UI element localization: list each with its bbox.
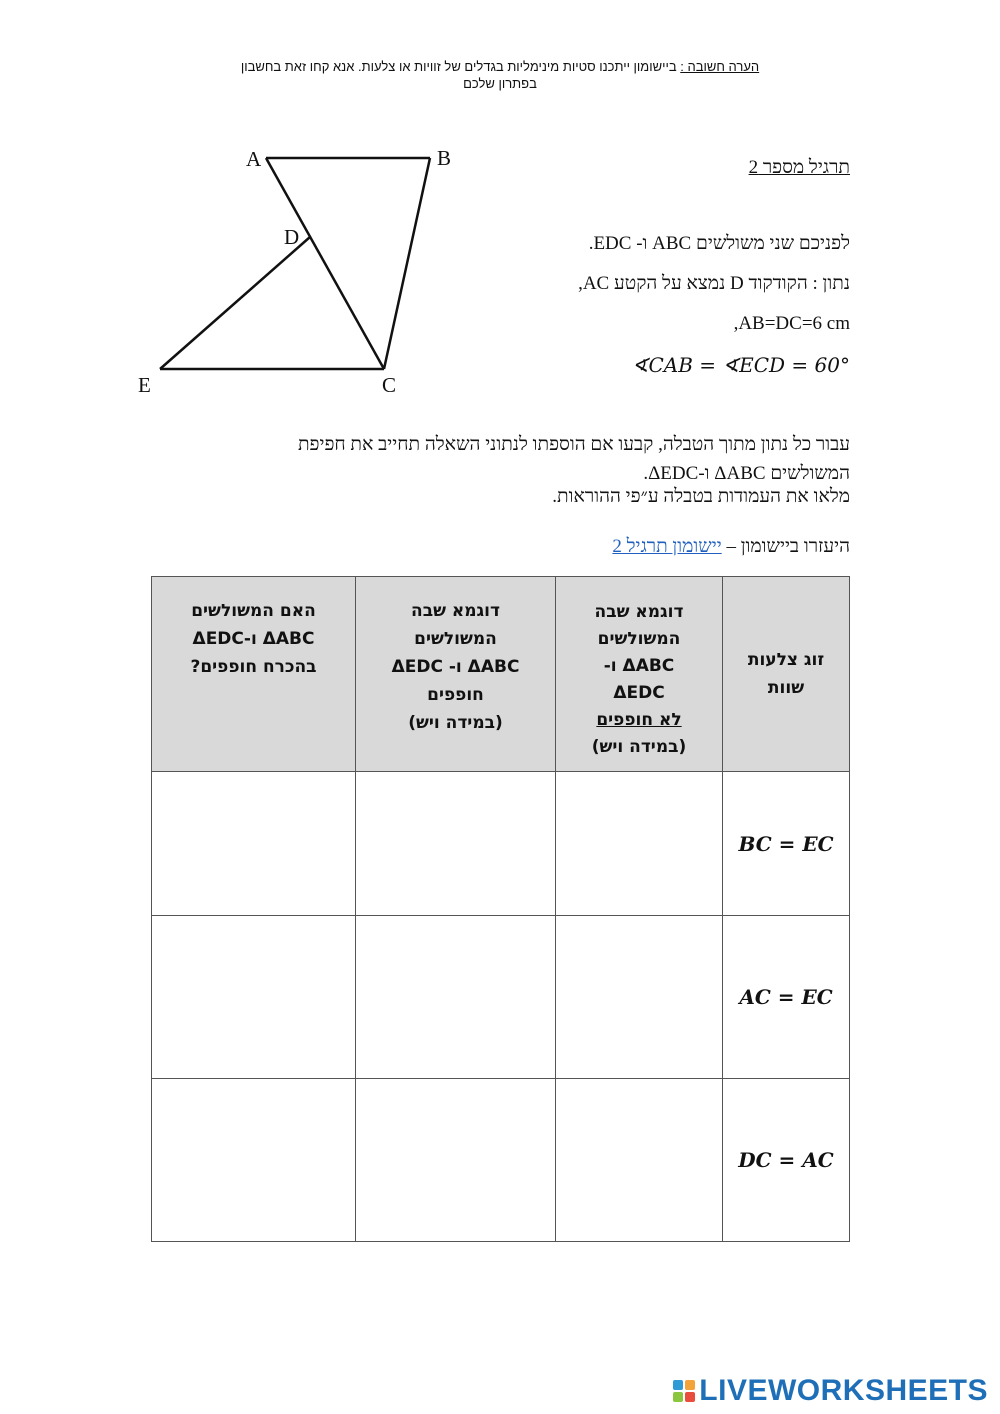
answer-cell-congruent[interactable]: [356, 916, 556, 1079]
header-text: (במידה ויש): [591, 737, 687, 757]
header-congruent-example: [356, 577, 556, 772]
header-text: ΔABC ו- ΔEDC: [391, 657, 520, 677]
answer-cell-not-congruent[interactable]: [556, 772, 723, 916]
header-text: המשולשים: [597, 629, 681, 649]
point-d-label: D: [284, 225, 300, 249]
help-line: [612, 536, 850, 558]
header-text: דוגמא שבה: [411, 601, 500, 621]
condition-cell: [723, 916, 850, 1079]
mark-square: [685, 1392, 695, 1402]
header-text: האם המשולשים: [191, 601, 316, 621]
point-b-label: B: [437, 146, 452, 170]
header-text: ΔABC ו-: [603, 656, 675, 676]
header-text: דוגמא שבה: [594, 602, 684, 622]
table-row: [152, 772, 850, 916]
liveworksheets-mark-icon: [673, 1380, 695, 1402]
answer-cell-not-congruent[interactable]: [556, 916, 723, 1079]
instructions-line-2: המשולשים ΔABC ו-ΔEDC.: [643, 463, 850, 484]
answer-cell-necessarily[interactable]: [152, 916, 356, 1079]
answer-cell-not-congruent[interactable]: [556, 1079, 723, 1242]
header-text: זוג צלעות: [747, 650, 825, 670]
header-text: ΔEDC: [613, 683, 665, 703]
answer-cell-congruent[interactable]: [356, 772, 556, 916]
answer-cell-necessarily[interactable]: [152, 1079, 356, 1242]
header-equal-sides: [723, 577, 850, 772]
given-line-1: לפניכם שני משולשים ABC ו- EDC.: [588, 233, 850, 254]
header-not-congruent-example: [556, 577, 723, 772]
header-necessarily-congruent: [152, 577, 356, 772]
mark-square: [685, 1380, 695, 1390]
instructions-line-1: עבור כל נתון מתוך הטבלה, קבעו אם הוספתו לנתוני השאלה תחייב את חפיפת: [297, 434, 850, 455]
answer-cell-congruent[interactable]: [356, 1079, 556, 1242]
instructions: [150, 430, 850, 511]
brand-name: LIVEWORKSHEETS: [699, 1374, 988, 1407]
segment-bc: [384, 158, 430, 369]
table-header-row: [152, 577, 850, 772]
table-row: [152, 1079, 850, 1242]
header-text: חופפים: [427, 685, 484, 705]
given-line-3: AB=DC=6 cm,: [733, 313, 850, 334]
important-note: [150, 58, 850, 92]
segment-de: [160, 237, 310, 369]
header-text: בהכרח חופפים?: [190, 657, 317, 677]
table-row: [152, 916, 850, 1079]
condition-cell: [723, 1079, 850, 1242]
liveworksheets-logo: [673, 1374, 988, 1408]
condition-text: DC = AC: [738, 1148, 834, 1172]
point-a-label: A: [246, 147, 262, 171]
mark-square: [673, 1380, 683, 1390]
answer-cell-necessarily[interactable]: [152, 772, 356, 916]
header-text: המשולשים: [414, 629, 497, 649]
instructions-line-3: מלאו את העמודות בטבלה ע״פי ההוראות.: [552, 486, 850, 507]
triangle-diagram: [120, 140, 460, 400]
header-text: (במידה ויש): [408, 713, 503, 733]
header-text: ΔABC ו-ΔEDC: [192, 629, 315, 649]
point-e-label: E: [138, 373, 151, 397]
help-text: היעזרו ביישומון –: [726, 536, 850, 557]
point-c-label: C: [382, 373, 397, 397]
note-text-2: בפתרון שלכם: [463, 76, 537, 91]
applet-link[interactable]: יישומון תרגיל 2: [612, 536, 722, 557]
triangle-figure: [120, 140, 460, 400]
condition-text: AC = EC: [739, 985, 833, 1009]
mark-square: [673, 1392, 683, 1402]
exercise-title: תרגיל מספר 2: [748, 157, 850, 178]
given-line-2: נתון : הקודקוד D נמצא על הקטע AC,: [578, 273, 850, 294]
header-text: לא חופפים: [596, 710, 682, 730]
header-text: שוות: [767, 678, 805, 698]
given-angles: ∢CAB = ∢ECD = 60°: [631, 353, 850, 377]
answer-table: [151, 576, 850, 1242]
note-label: הערה חשובה :: [680, 59, 760, 74]
segment-ac: [266, 158, 384, 369]
condition-cell: [723, 772, 850, 916]
note-text: ביישומון ייתכנו סטיות מינימליות בגדלים של זוויות או צלעות. אנא קחו זאת בחשבון: [240, 59, 677, 74]
condition-text: BC = EC: [738, 831, 834, 856]
